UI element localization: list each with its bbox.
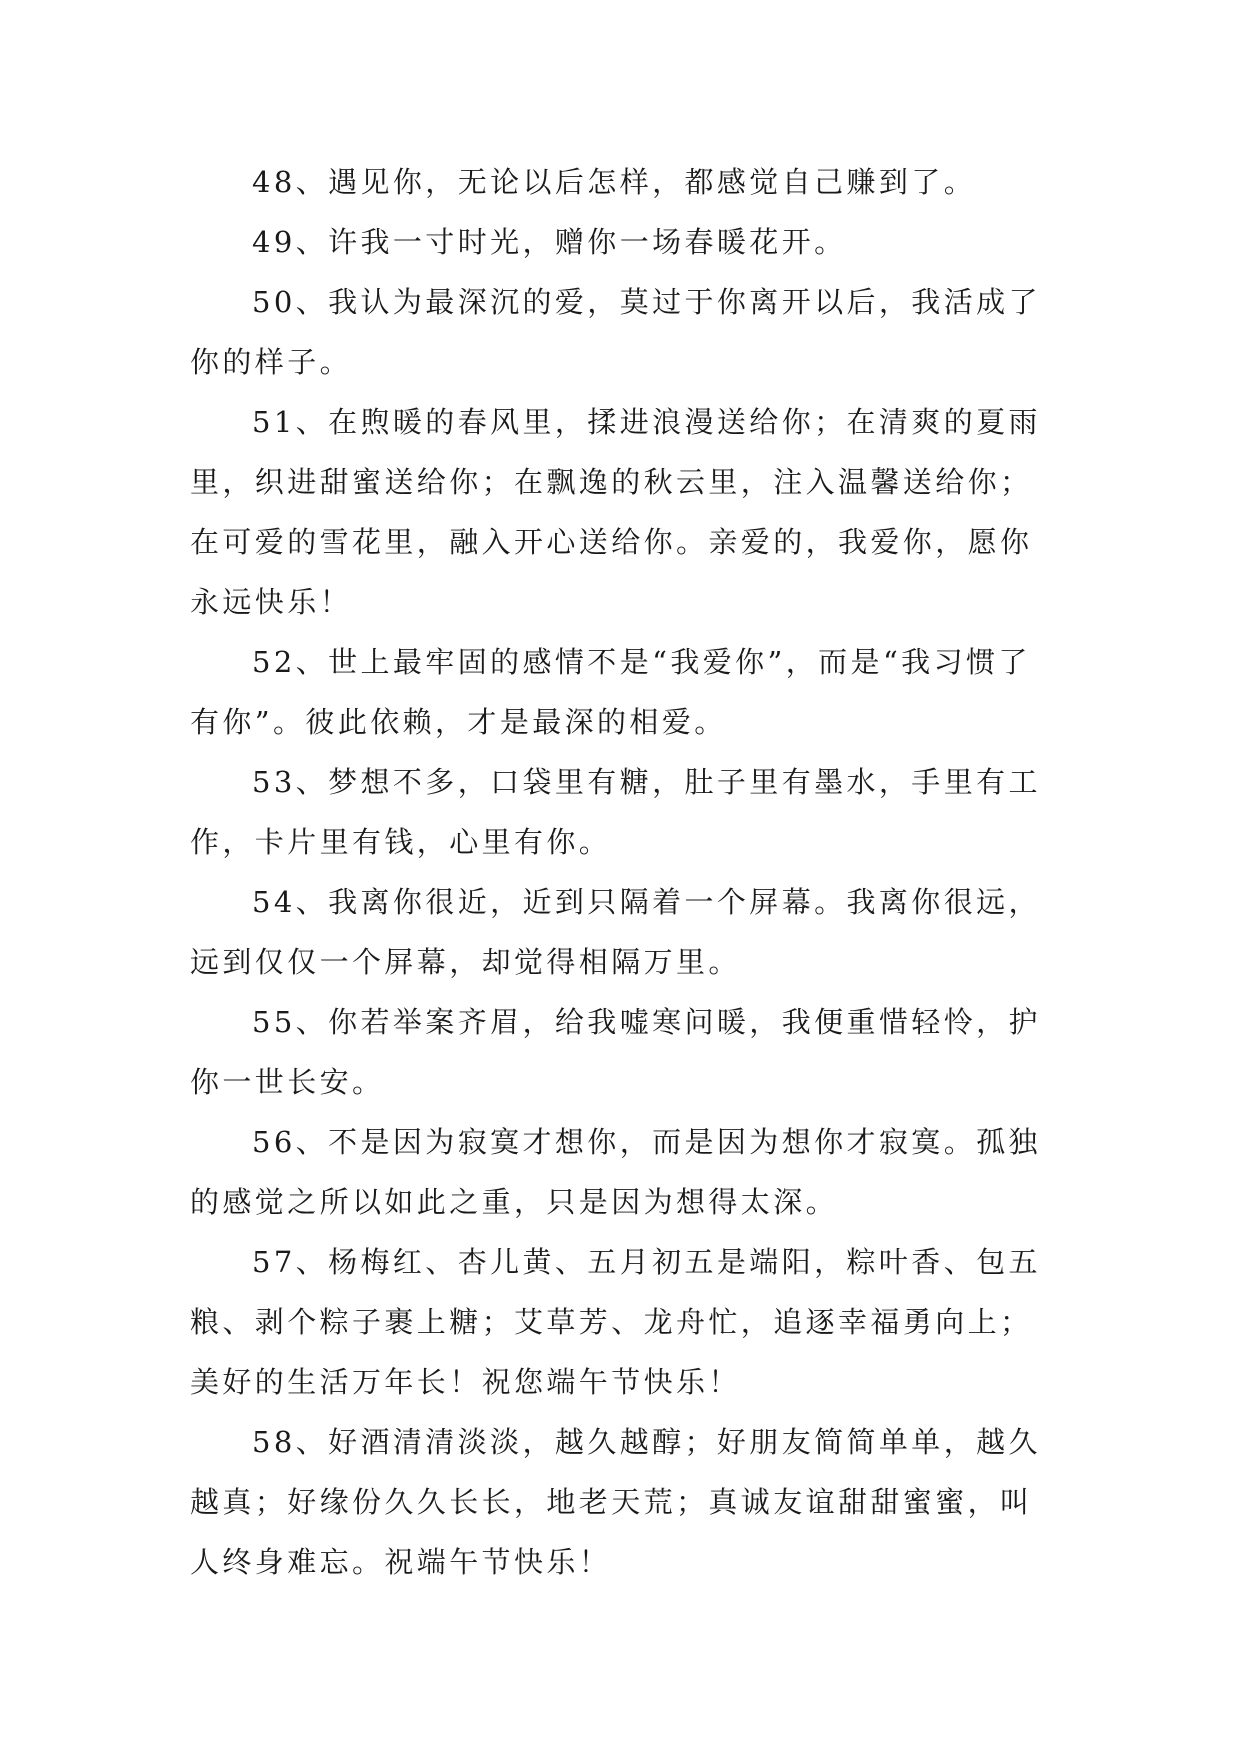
paragraph-57: 57、杨梅红、杏儿黄、五月初五是端阳，粽叶香、包五粮、剥个粽子裹上糖；艾草芳、龙舟忙，追逐幸福勇向上；美好的生活万年长！祝您端午节快乐！ [190, 1245, 1041, 1399]
paragraph-53: 53、梦想不多，口袋里有糖，肚子里有墨水，手里有工作，卡片里有钱，心里有你。 [190, 765, 1041, 859]
document-body [190, 152, 1054, 1592]
paragraph-54: 54、我离你很近，近到只隔着一个屏幕。我离你很远，远到仅仅一个屏幕，却觉得相隔万里。 [190, 885, 1041, 979]
paragraph-58: 58、好酒清清淡淡，越久越醇；好朋友简简单单，越久越真；好缘份久久长长，地老天荒；真诚友谊甜甜蜜蜜，叫人终身难忘。祝端午节快乐！ [190, 1425, 1041, 1579]
paragraph-51: 51、在煦暖的春风里，揉进浪漫送给你；在清爽的夏雨里，织进甜蜜送给你；在飘逸的秋云里，注入温馨送给你；在可爱的雪花里，融入开心送给你。亲爱的，我爱你，愿你永远快乐！ [190, 405, 1041, 619]
paragraph-56: 56、不是因为寂寞才想你，而是因为想你才寂寞。孤独的感觉之所以如此之重，只是因为想得太深。 [190, 1125, 1041, 1219]
paragraph-49: 49、许我一寸时光，赠你一场春暖花开。 [252, 225, 847, 259]
paragraph-55: 55、你若举案齐眉，给我嘘寒问暖，我便重惜轻怜，护你一世长安。 [190, 1005, 1041, 1099]
paragraph-48: 48、遇见你，无论以后怎样，都感觉自己赚到了。 [252, 165, 977, 199]
paragraph-50: 50、我认为最深沉的爱，莫过于你离开以后，我活成了你的样子。 [190, 285, 1041, 379]
paragraph-52: 52、世上最牢固的感情不是“我爱你”，而是“我习惯了有你”。彼此依赖，才是最深的相爱。 [190, 645, 1031, 739]
